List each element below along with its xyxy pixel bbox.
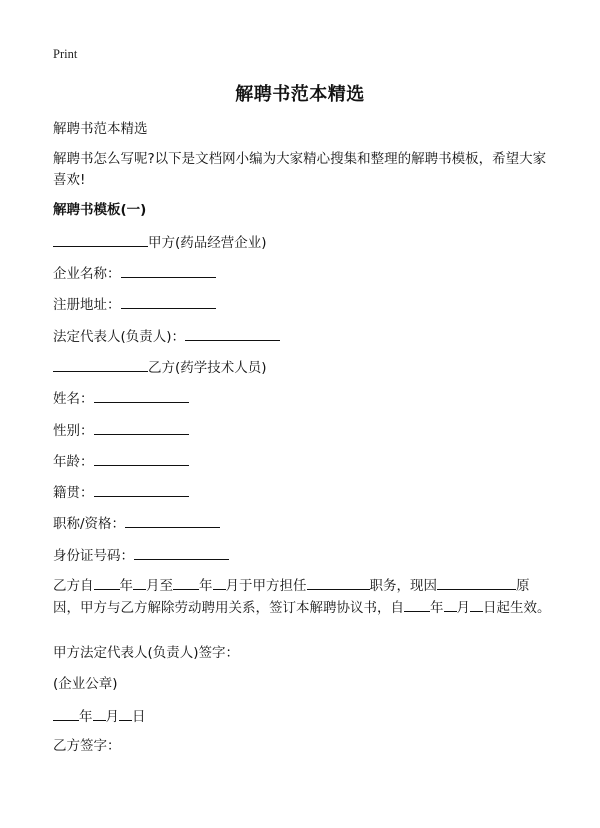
- sign-year-blank[interactable]: [53, 705, 79, 721]
- clause-text-6: 职务，现因: [369, 578, 437, 594]
- party-a-signature-line: 甲方法定代表人(负责人)签字：: [53, 645, 240, 661]
- reg-address-label: 注册地址：: [53, 297, 121, 313]
- id-label: 身份证号码：: [53, 548, 134, 564]
- name-label: 姓名：: [53, 391, 94, 407]
- reason-blank[interactable]: [437, 575, 516, 590]
- party-a-blank[interactable]: [53, 231, 148, 247]
- id-line: [53, 544, 229, 566]
- party-a-line: [53, 231, 267, 253]
- sign-day-label: 日: [132, 709, 146, 725]
- party-a-label: 甲方(药品经营企业): [148, 235, 267, 251]
- name-blank[interactable]: [94, 387, 189, 403]
- legal-rep-line: [53, 325, 280, 347]
- clause-text-5: 月于甲方担任: [225, 578, 307, 594]
- native-place-blank[interactable]: [94, 481, 189, 497]
- gender-blank[interactable]: [94, 419, 189, 435]
- party-b-signature-line: 乙方签字：: [53, 738, 121, 754]
- clause-text-7: 原因，甲方与乙方解除劳动聘用关系，签订本解聘协议书，自: [53, 578, 530, 616]
- clause-text-2: 年: [119, 578, 133, 594]
- termination-clause: [53, 575, 553, 619]
- clause-text-4: 年: [199, 578, 213, 594]
- sign-month-blank[interactable]: [93, 705, 106, 721]
- position-blank[interactable]: [307, 575, 370, 590]
- clause-text-8: 年: [430, 600, 444, 616]
- title-blank[interactable]: [125, 512, 220, 528]
- signing-date-line: [53, 705, 146, 727]
- sign-day-blank[interactable]: [119, 705, 132, 721]
- name-line: [53, 387, 189, 409]
- company-name-label: 企业名称：: [53, 266, 121, 282]
- gender-line: [53, 419, 189, 441]
- document-title: 解聘书范本精选: [235, 84, 365, 105]
- intro-paragraph: 解聘书怎么写呢?以下是文档网小编为大家精心搜集和整理的解聘书模板，希望大家喜欢!: [53, 151, 547, 188]
- legal-rep-label: 法定代表人(负责人)：: [53, 329, 186, 345]
- reg-address-line: [53, 293, 216, 315]
- section-heading: 解聘书模板(一): [53, 202, 147, 218]
- native-place-line: [53, 481, 189, 503]
- company-seal-line: (企业公章): [53, 676, 118, 692]
- effective-month-blank[interactable]: [444, 597, 457, 612]
- sign-year-label: 年: [79, 709, 93, 725]
- start-year-blank[interactable]: [94, 575, 120, 590]
- reg-address-blank[interactable]: [121, 293, 216, 309]
- clause-text-1: 乙方自: [53, 578, 94, 594]
- print-link[interactable]: Print: [53, 47, 78, 61]
- clause-text-9: 月: [456, 600, 470, 616]
- end-month-blank[interactable]: [213, 575, 226, 590]
- title-line: [53, 512, 220, 534]
- clause-text-10: 日起生效。: [483, 600, 551, 616]
- native-place-label: 籍贯：: [53, 485, 94, 501]
- party-b-line: [53, 356, 267, 378]
- gender-label: 性别：: [53, 423, 94, 439]
- title-label: 职称/资格：: [53, 516, 126, 532]
- company-name-line: [53, 262, 216, 284]
- id-blank[interactable]: [134, 544, 229, 560]
- effective-year-blank[interactable]: [404, 597, 430, 612]
- legal-rep-blank[interactable]: [185, 325, 280, 341]
- age-label: 年龄：: [53, 454, 94, 470]
- start-month-blank[interactable]: [133, 575, 146, 590]
- age-blank[interactable]: [94, 450, 189, 466]
- subtitle: 解聘书范本精选: [53, 121, 148, 137]
- effective-day-blank[interactable]: [470, 597, 483, 612]
- company-name-blank[interactable]: [121, 262, 216, 278]
- clause-text-3: 月至: [146, 578, 173, 594]
- end-year-blank[interactable]: [173, 575, 199, 590]
- age-line: [53, 450, 189, 472]
- party-b-label: 乙方(药学技术人员): [148, 360, 267, 376]
- party-b-blank[interactable]: [53, 356, 148, 372]
- sign-month-label: 月: [105, 709, 119, 725]
